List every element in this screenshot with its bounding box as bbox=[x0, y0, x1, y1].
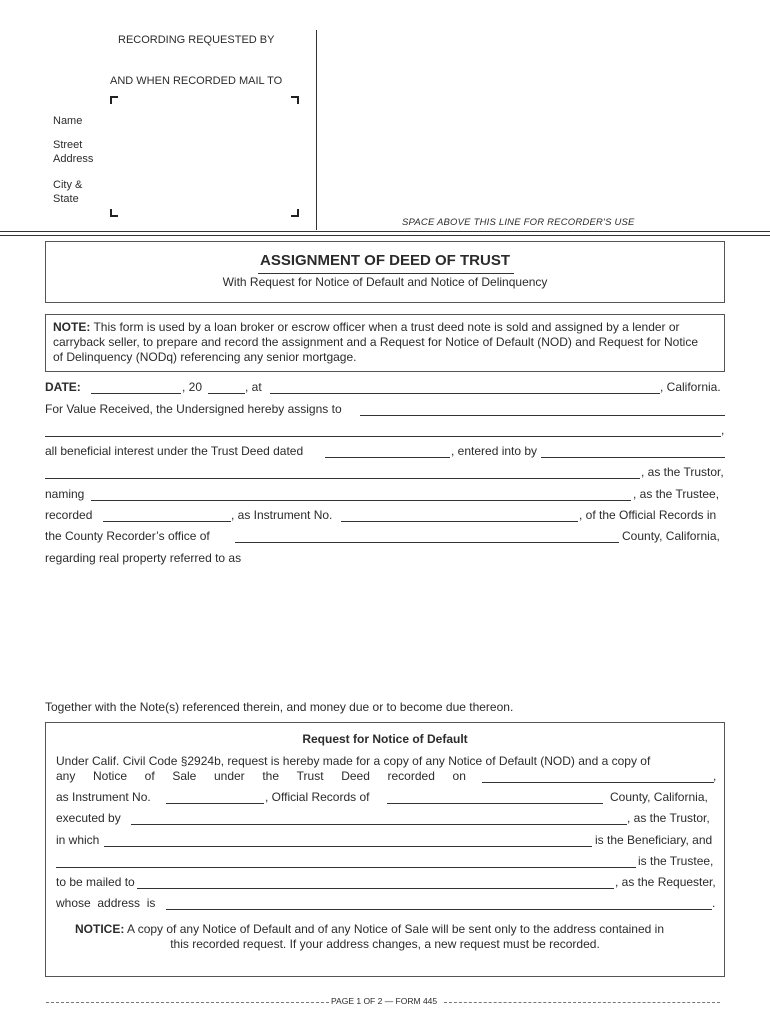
address-field[interactable] bbox=[166, 909, 712, 910]
trust-deed-row bbox=[45, 444, 725, 460]
to-be-mailed-label: to be mailed to bbox=[56, 875, 135, 889]
date-20-label: , 20 bbox=[182, 380, 203, 394]
page-indicator: PAGE 1 OF 2 — FORM 445 bbox=[331, 996, 438, 1006]
date-california: , California. bbox=[660, 380, 721, 394]
rq-instrument-field[interactable] bbox=[166, 803, 264, 804]
request-box bbox=[45, 722, 725, 977]
county-row bbox=[45, 529, 725, 545]
rq-instrument-label: as Instrument No. bbox=[56, 790, 151, 804]
street-label-1: Street bbox=[53, 139, 83, 151]
rq-county-california-label: County, California, bbox=[610, 790, 708, 804]
as-trustor-label: , as the Trustor, bbox=[641, 465, 724, 479]
assignee-comma: , bbox=[721, 423, 725, 437]
date-field[interactable] bbox=[91, 393, 181, 394]
as-trustee-label: , as the Trustee, bbox=[633, 487, 720, 501]
beneficial-label: all beneficial interest under the Trust Deed dated bbox=[45, 444, 304, 458]
name-label: Name bbox=[53, 115, 83, 127]
notice-text-1: A copy of any Notice of Default and of any Notice of Sale will be sent only to the address contained in bbox=[124, 922, 665, 936]
assignee-field[interactable] bbox=[360, 415, 725, 416]
title-box bbox=[45, 241, 725, 303]
naming-label: naming bbox=[45, 487, 85, 501]
county-field[interactable] bbox=[235, 542, 619, 543]
instrument-no-field[interactable] bbox=[341, 521, 578, 522]
recorded-on-comma: , bbox=[713, 769, 717, 783]
corner-top-right bbox=[291, 96, 299, 104]
executed-by-label: executed by bbox=[56, 811, 121, 825]
note-line-2: carryback seller, to prepare and record the assignment and a Request for Notice of Default (NOD) and Request for Notice bbox=[53, 335, 698, 349]
rq-word-2: Notice bbox=[93, 769, 128, 783]
rq-word-7: Trust bbox=[296, 769, 324, 783]
rq-word-6: the bbox=[262, 769, 280, 783]
corner-top-left bbox=[110, 96, 118, 104]
rq-word-4: Sale bbox=[172, 769, 197, 783]
recorded-label: recorded bbox=[45, 508, 93, 522]
page-title: ASSIGNMENT OF DEED OF TRUST bbox=[259, 252, 510, 269]
city-label-1: City & bbox=[53, 179, 83, 191]
request-title: Request for Notice of Default bbox=[302, 732, 468, 746]
recorder-line bbox=[0, 231, 770, 232]
entered-label: , entered into by bbox=[451, 444, 538, 458]
entered-by-field[interactable] bbox=[541, 457, 725, 458]
note-text-1: This form is used by a loan broker or escrow officer when a trust deed note is sold and assigned by a lender or bbox=[90, 320, 680, 334]
header-divider bbox=[316, 30, 317, 230]
whose-address-label: whose address is bbox=[56, 896, 156, 910]
value-received-label: For Value Received, the Undersigned hereby assigns to bbox=[45, 402, 342, 416]
assignee-continued-row bbox=[45, 423, 725, 439]
trust-deed-date-field[interactable] bbox=[325, 457, 450, 458]
date-place-field[interactable] bbox=[270, 393, 660, 394]
city-label-2: State bbox=[53, 193, 79, 205]
regarding-label: regarding real property referred to as bbox=[45, 551, 242, 565]
notice-line-1 bbox=[75, 922, 664, 936]
recorded-row bbox=[45, 508, 725, 524]
note-line-3: of Delinquency (NODq) referencing any senior mortgage. bbox=[53, 350, 357, 364]
street-label-2: Address bbox=[53, 153, 94, 165]
assigns-row bbox=[45, 402, 725, 418]
executed-by-field[interactable] bbox=[131, 824, 627, 825]
as-requester-label: , as the Requester, bbox=[615, 875, 716, 889]
rq-word-9: recorded bbox=[387, 769, 435, 783]
requester-field[interactable] bbox=[137, 888, 614, 889]
year-field[interactable] bbox=[208, 393, 245, 394]
page-subtitle: With Request for Notice of Default and Notice of Delinquency bbox=[222, 275, 548, 289]
notice-line-2: this recorded request. If your address changes, a new request must be recorded. bbox=[170, 937, 600, 951]
property-row bbox=[45, 551, 725, 567]
rq-word-1: any bbox=[56, 769, 76, 783]
together-row bbox=[45, 700, 725, 716]
recorder-use-note: SPACE ABOVE THIS LINE FOR RECORDER'S USE bbox=[402, 217, 635, 228]
request-line-1: Under Calif. Civil Code §2924b, request is hereby made for a copy of any Notice of Default (NOD) and a copy of bbox=[56, 754, 651, 768]
recorded-on-field[interactable] bbox=[482, 782, 714, 783]
as-instrument-label: , as Instrument No. bbox=[231, 508, 333, 522]
note-line-1 bbox=[53, 320, 723, 334]
trustor-row bbox=[45, 465, 725, 481]
recorded-date-field[interactable] bbox=[103, 521, 231, 522]
recording-requested-by-label: RECORDING REQUESTED BY bbox=[118, 34, 275, 46]
request-line-2 bbox=[56, 769, 466, 783]
rq-word-10: on bbox=[452, 769, 466, 783]
is-beneficiary-label: is the Beneficiary, and bbox=[595, 833, 713, 847]
trustee-row bbox=[45, 487, 725, 503]
county-california-label: County, California, bbox=[622, 529, 720, 543]
assignee-field-2[interactable] bbox=[45, 436, 721, 437]
rq-trustee-field[interactable] bbox=[56, 867, 636, 868]
is-trustee-label: is the Trustee, bbox=[638, 854, 714, 868]
county-recorder-label: the County Recorder’s office of bbox=[45, 529, 210, 543]
title-underline bbox=[258, 273, 514, 274]
rq-word-3: of bbox=[144, 769, 155, 783]
note-label: NOTE: bbox=[53, 320, 91, 334]
rq-word-8: Deed bbox=[341, 769, 370, 783]
official-records-label: , of the Official Records in bbox=[579, 508, 717, 522]
in-which-label: in which bbox=[56, 833, 100, 847]
mail-to-label: AND WHEN RECORDED MAIL TO bbox=[110, 75, 283, 87]
rq-word-5: under bbox=[213, 769, 245, 783]
corner-bottom-right bbox=[291, 209, 299, 217]
footer-dash-left bbox=[46, 1002, 329, 1003]
together-label: Together with the Note(s) referenced therein, and money due or to become due thereon. bbox=[45, 700, 514, 714]
corner-bottom-left bbox=[110, 209, 118, 217]
trustor-field[interactable] bbox=[45, 478, 640, 479]
date-at-label: , at bbox=[245, 380, 262, 394]
rq-records-county-field[interactable] bbox=[387, 803, 603, 804]
notice-label: NOTICE: bbox=[75, 922, 125, 936]
trustee-field[interactable] bbox=[91, 500, 631, 501]
recorder-line-2 bbox=[0, 235, 770, 236]
address-period: . bbox=[712, 896, 716, 910]
rq-as-trustor-label: , as the Trustor, bbox=[627, 811, 710, 825]
date-row bbox=[45, 380, 725, 396]
footer-dash-right bbox=[444, 1002, 720, 1003]
date-label: DATE: bbox=[45, 380, 81, 394]
beneficiary-field[interactable] bbox=[104, 846, 592, 847]
rq-official-records-label: , Official Records of bbox=[265, 790, 370, 804]
note-box bbox=[45, 314, 725, 372]
